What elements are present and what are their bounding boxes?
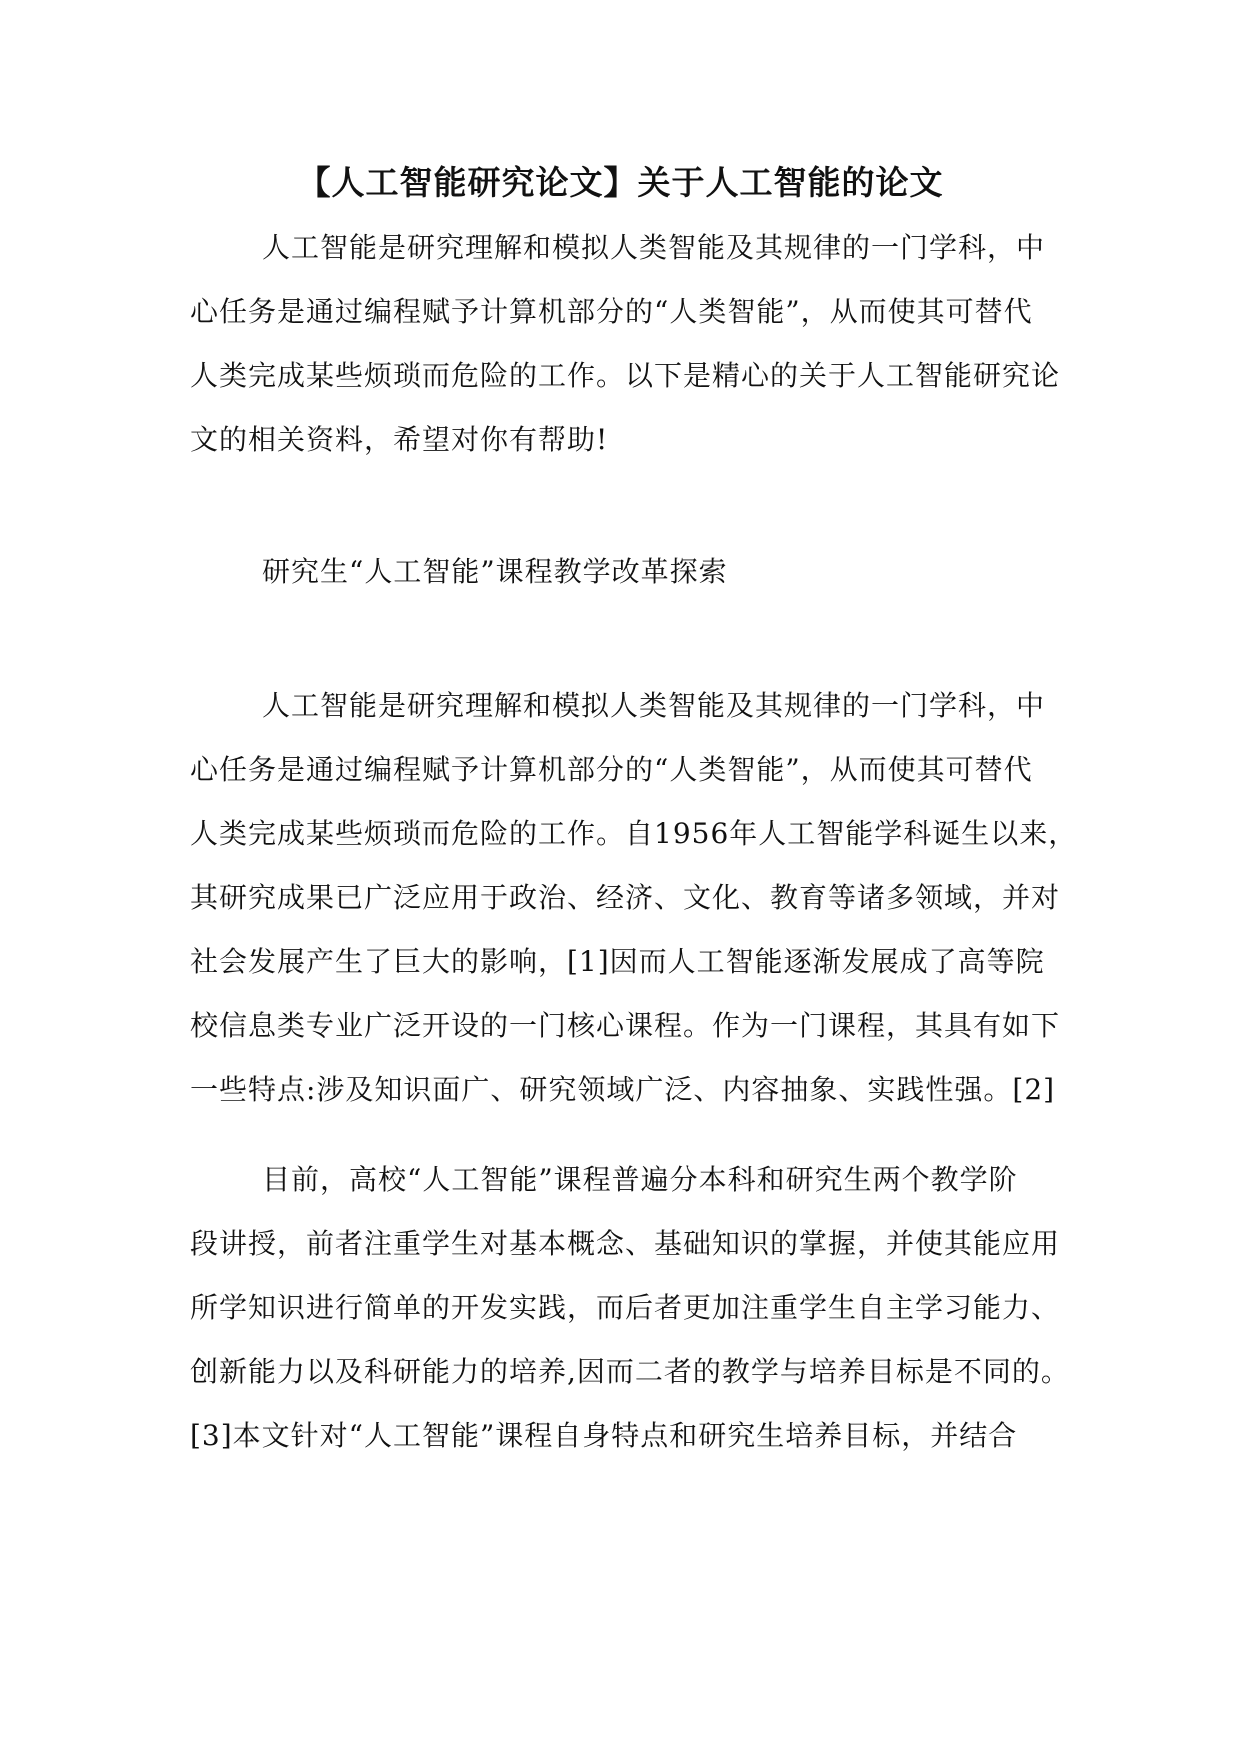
paragraph-line: 段讲授，前者注重学生对基本概念、基础知识的掌握，并使其能应用 bbox=[190, 1227, 1061, 1260]
paragraph-line: 心任务是通过编程赋予计算机部分的“人类智能”，从而使其可替代 bbox=[190, 753, 1033, 786]
paragraph-line: 创新能力以及科研能力的培养,因而二者的教学与培养目标是不同的。 bbox=[190, 1355, 1070, 1388]
section-heading bbox=[190, 540, 1070, 604]
paragraph-line: 人类完成某些烦琐而危险的工作。以下是精心的关于人工智能研究论 bbox=[190, 359, 1061, 392]
body-paragraph-2 bbox=[190, 1148, 1070, 1468]
paragraph-line: 校信息类专业广泛开设的一门核心课程。作为一门课程，其具有如下 bbox=[190, 1009, 1061, 1042]
paragraph-line: 人工智能是研究理解和模拟人类智能及其规律的一门学科，中 bbox=[262, 689, 1046, 722]
section-heading-text: 研究生“人工智能”课程教学改革探索 bbox=[262, 555, 728, 588]
body-paragraph-1 bbox=[190, 674, 1078, 1122]
document-title: 【人工智能研究论文】关于人工智能的论文 bbox=[297, 163, 944, 202]
paragraph-line: 所学知识进行简单的开发实践，而后者更加注重学生自主学习能力、 bbox=[190, 1291, 1061, 1324]
paragraph-line: 一些特点:涉及知识面广、研究领域广泛、内容抽象、实践性强。[2] bbox=[190, 1073, 1056, 1106]
paragraph-line: 人工智能是研究理解和模拟人类智能及其规律的一门学科，中 bbox=[262, 231, 1046, 264]
paragraph-line: 人类完成某些烦琐而危险的工作。自1956年人工智能学科诞生以来， bbox=[190, 817, 1078, 850]
paragraph-line: 其研究成果已广泛应用于政治、经济、文化、教育等诸多领域，并对 bbox=[190, 881, 1061, 914]
intro-paragraph bbox=[190, 216, 1070, 472]
paragraph-line: [3]本文针对“人工智能”课程自身特点和研究生培养目标，并结合 bbox=[190, 1419, 1018, 1452]
paragraph-line: 目前，高校“人工智能”课程普遍分本科和研究生两个教学阶 bbox=[262, 1163, 1018, 1196]
paragraph-line: 社会发展产生了巨大的影响，[1]因而人工智能逐渐发展成了高等院 bbox=[190, 945, 1045, 978]
paragraph-line: 文的相关资料，希望对你有帮助! bbox=[190, 423, 609, 456]
paragraph-line: 心任务是通过编程赋予计算机部分的“人类智能”，从而使其可替代 bbox=[190, 295, 1033, 328]
